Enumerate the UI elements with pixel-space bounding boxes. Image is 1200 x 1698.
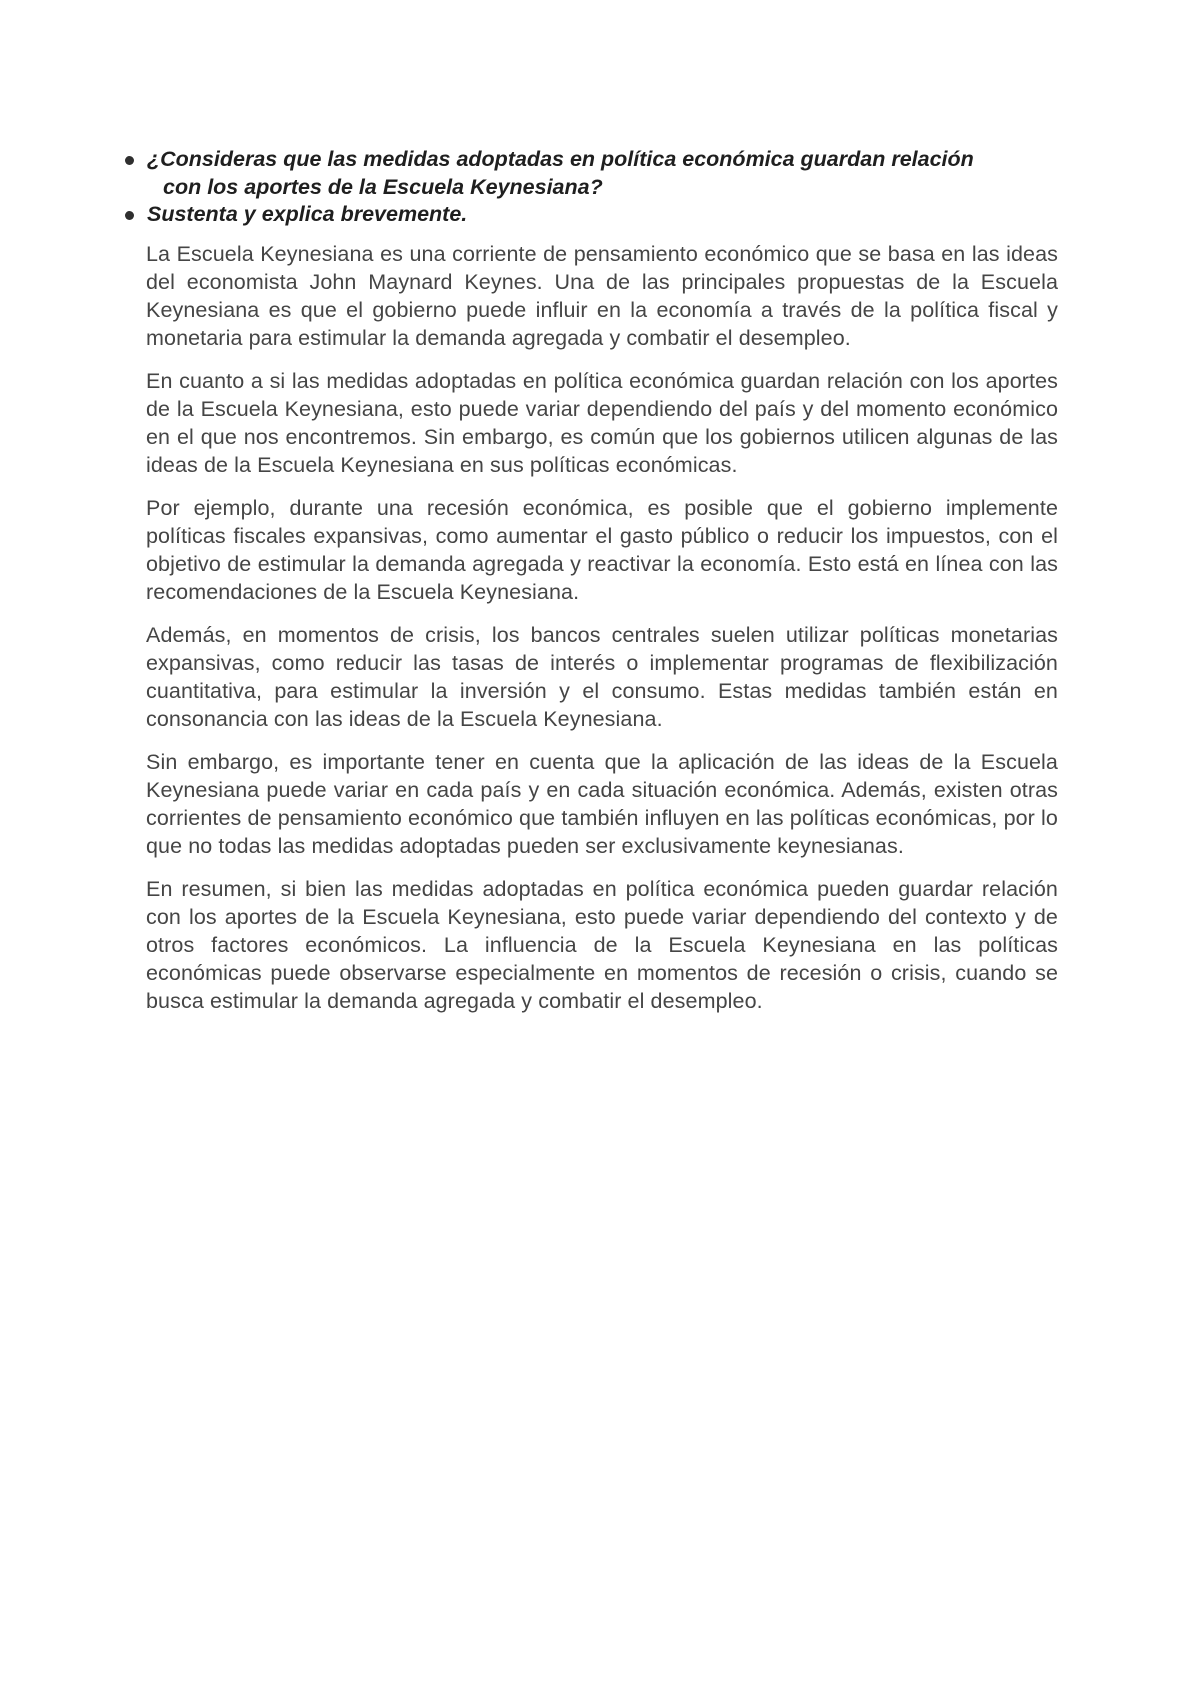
question-text: ¿Consideras que las medidas adoptadas en política económica guardan relación con los aportes de la Escuela Keynesiana?	[147, 147, 974, 199]
question-item	[124, 201, 1004, 229]
answer-paragraph: La Escuela Keynesiana es una corriente de pensamiento económico que se basa en las ideas del economista John Maynard Keynes. Una de las principales propuestas de la Escuela Keynesiana es que el gobierno puede influir en la economía a través de la política fiscal y monetaria para estimular la demanda agregada y combatir el desempleo.	[146, 242, 1058, 350]
bullet-icon	[125, 211, 134, 220]
answer-paragraph: Sin embargo, es importante tener en cuenta que la aplicación de las ideas de la Escuela Keynesiana puede variar en cada país y en cada situación económica. Además, existen otras corrientes de pensamiento económico que también influyen en las políticas económicas, por lo que no todas las medidas adoptadas pueden ser exclusivamente keynesianas.	[146, 750, 1058, 858]
answer-paragraph: En cuanto a si las medidas adoptadas en política económica guardan relación con los aportes de la Escuela Keynesiana, esto puede variar dependiendo del país y del momento económico en el que nos encontremos. Sin embargo, es común que los gobiernos utilicen algunas de las ideas de la Escuela Keynesiana en sus políticas económicas.	[146, 369, 1058, 477]
bullet-icon	[125, 156, 134, 165]
answer-paragraph: En resumen, si bien las medidas adoptadas en política económica pueden guardar relación con los aportes de la Escuela Keynesiana, esto puede variar dependiendo del contexto y de otros factores económicos. La influencia de la Escuela Keynesiana en las políticas económicas puede observarse especialmente en momentos de recesión o crisis, cuando se busca estimular la demanda agregada y combatir el desempleo.	[146, 877, 1058, 1013]
question-text: Sustenta y explica brevemente.	[147, 202, 468, 226]
answer-paragraph: Además, en momentos de crisis, los bancos centrales suelen utilizar políticas monetarias expansivas, como reducir las tasas de interés o implementar programas de flexibilización cuantitativa, para estimular la inversión y el consumo. Estas medidas también están en consonancia con las ideas de la Escuela Keynesiana.	[146, 623, 1058, 731]
question-list	[124, 146, 1004, 229]
question-item	[124, 146, 1004, 201]
answer-paragraph: Por ejemplo, durante una recesión económica, es posible que el gobierno implemente políticas fiscales expansivas, como aumentar el gasto público o reducir los impuestos, con el objetivo de estimular la demanda agregada y reactivar la economía. Esto está en línea con las recomendaciones de la Escuela Keynesiana.	[146, 496, 1058, 604]
answer-body	[146, 240, 1058, 1030]
